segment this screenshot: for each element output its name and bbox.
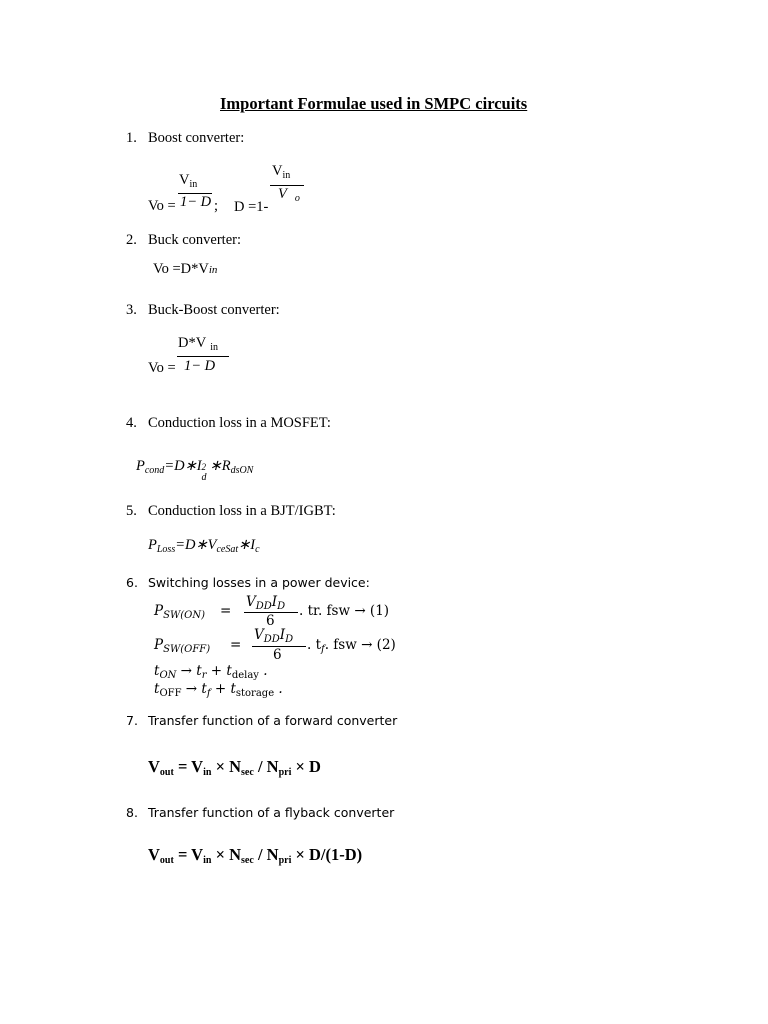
fraction-bar	[177, 356, 229, 357]
flyback-formula: Vout = Vin × Nsec / Npri × D/(1-D)	[148, 845, 363, 866]
psw-off-rest: . $t_f$. fsw → (2)	[307, 637, 396, 655]
item-heading-switching: Switching losses in a power device:	[148, 575, 370, 590]
page-title: Important Formulae used in SMPC circuits	[220, 94, 528, 113]
duty-numerator: $V_{in}$	[272, 163, 291, 181]
toff-formula: $t_{OFF} \to t_f + t_{storage}$ .	[154, 681, 283, 699]
equals-sign: =	[230, 637, 242, 653]
buckboost-denominator: 1− D	[184, 358, 216, 374]
psw-on-rest: . tr. fsw → (1)	[299, 603, 390, 619]
boost-semicolon: ;	[214, 198, 219, 214]
equals-sign: =	[220, 603, 232, 619]
forward-formula: Vout = Vin × Nsec / Npri × D	[148, 757, 321, 778]
item-number: 7.	[126, 713, 138, 728]
item-heading-mosfet: Conduction loss in a MOSFET:	[148, 415, 331, 431]
psw-off-denominator: 6	[273, 647, 282, 663]
item-heading-forward: Transfer function of a forward converter	[148, 713, 398, 728]
item-heading-buckboost: Buck-Boost converter:	[148, 302, 280, 318]
psw-on-lhs: $P_{SW(ON)}$	[154, 603, 205, 621]
duty-lhs: D =1-	[234, 199, 269, 215]
bjt-formula: $P_{Loss}=D∗V_{ceSat}∗I_c$	[148, 537, 260, 555]
boost-numerator: $V_{in}$	[179, 172, 198, 190]
mosfet-formula: $P_{cond}=D∗I$ 2 d $∗R_{dsON}$	[136, 458, 254, 483]
psw-off-lhs: $P_{SW(OFF)}$	[154, 637, 211, 655]
psw-off-numerator: $V_{DD}I_D$	[254, 627, 294, 645]
ton-formula: $t_{ON} \to t_r + t_{delay}$ .	[154, 663, 268, 681]
psw-on-numerator: $V_{DD}I_D$	[246, 594, 286, 612]
item-number: 8.	[126, 805, 138, 820]
item-number: 4.	[126, 415, 137, 431]
item-heading-flyback: Transfer function of a flyback converter	[148, 805, 395, 820]
item-heading-buck: Buck converter:	[148, 232, 242, 248]
item-heading-bjt: Conduction loss in a BJT/IGBT:	[148, 503, 336, 519]
item-number: 3.	[126, 302, 137, 318]
boost-denominator: 1− D	[180, 194, 212, 210]
item-heading-boost: Boost converter:	[148, 130, 245, 146]
psw-on-denominator: 6	[266, 613, 275, 629]
buck-formula: Vo =D*Vin	[153, 261, 218, 277]
item-number: 1.	[126, 130, 137, 146]
buckboost-vo-label: Vo =	[148, 360, 176, 376]
buckboost-numerator: D*V $_{in}$	[178, 335, 218, 353]
duty-denominator: V $_o$	[278, 186, 300, 204]
item-number: 2.	[126, 232, 137, 248]
item-number: 6.	[126, 575, 138, 590]
item-number: 5.	[126, 503, 137, 519]
boost-vo-label: Vo =	[148, 198, 176, 214]
